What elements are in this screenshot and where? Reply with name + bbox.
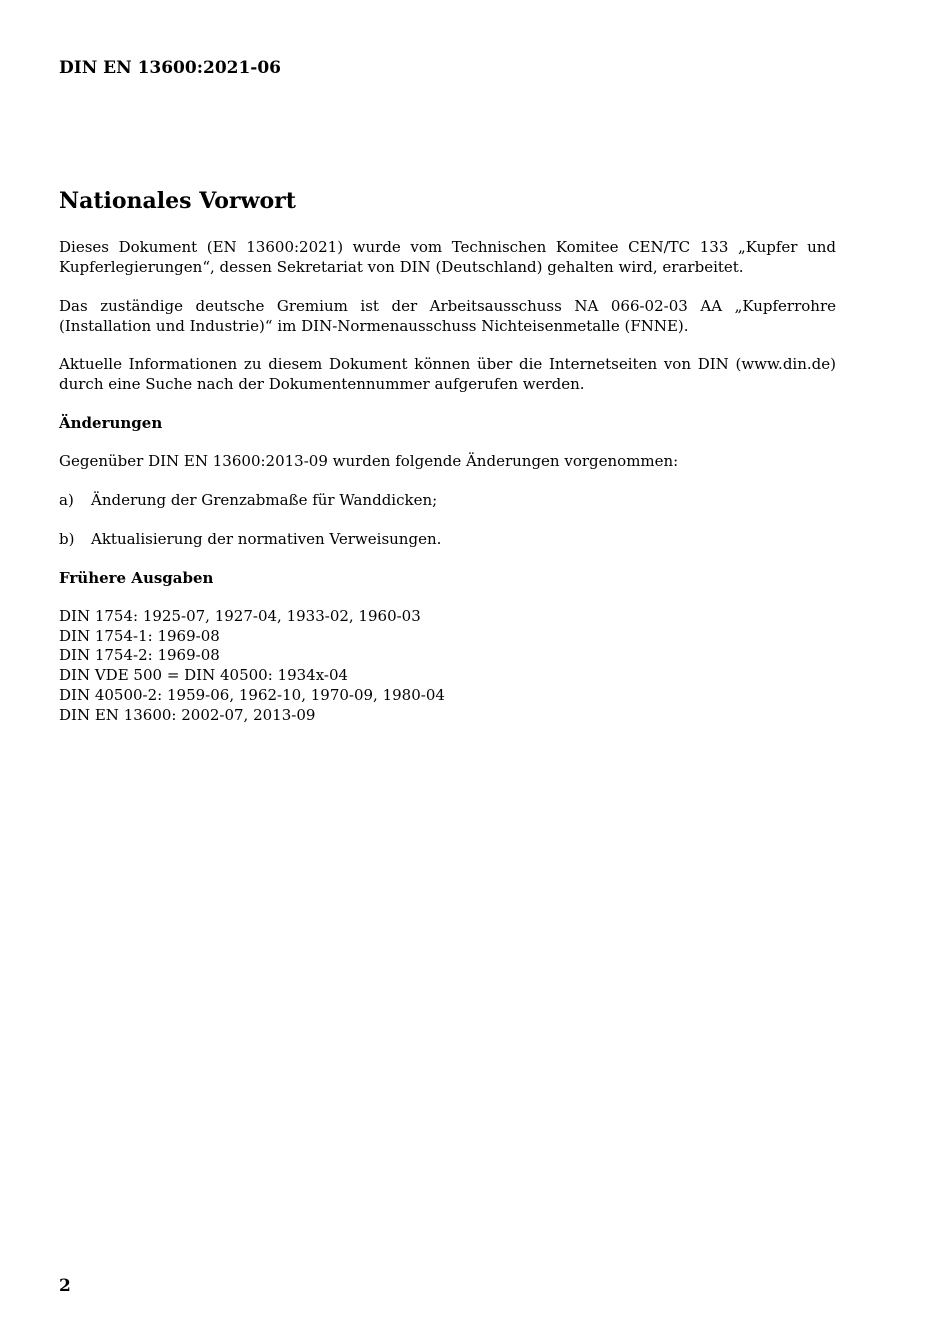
changes-heading: Änderungen bbox=[59, 414, 163, 432]
edition-line: DIN 40500-2: 1959-06, 1962-10, 1970-09, 1980-04 bbox=[59, 685, 445, 704]
edition-line: DIN 1754: 1925-07, 1927-04, 1933-02, 1960-03 bbox=[59, 607, 421, 625]
edition-line: DIN 1754-1: 1969-08 bbox=[59, 626, 220, 645]
foreword-paragraph-2: Das zuständige deutsche Gremium ist der Arbeitsausschuss NA 066-02-03 AA „Kupferrohre (Installation und Industrie)“ im DIN-Normenausschuss Nichteisenmetalle (FNNE). bbox=[59, 297, 836, 335]
changes-intro: Gegenüber DIN EN 13600:2013-09 wurden folgende Änderungen vorgenommen: bbox=[59, 452, 679, 470]
previous-editions-heading: Frühere Ausgaben bbox=[59, 569, 214, 587]
foreword-paragraph-3: Aktuelle Informationen zu diesem Dokument können über die Internetseiten von DIN (www.din.de) durch eine Suche nach der Dokumentennummer aufgerufen werden. bbox=[59, 355, 836, 393]
document-page bbox=[59, 0, 836, 1343]
list-item bbox=[59, 529, 836, 549]
previous-editions-list bbox=[59, 607, 445, 725]
foreword-paragraph-1: Dieses Dokument (EN 13600:2021) wurde vom Technischen Komitee CEN/TC 133 „Kupfer und Kupferlegierungen“, dessen Sekretariat von DIN (Deutschland) gehalten wird, erarbeitet. bbox=[59, 238, 836, 276]
list-marker: b) bbox=[59, 530, 75, 548]
page-number: 2 bbox=[59, 1276, 71, 1296]
list-item-text: Änderung der Grenzabmaße für Wanddicken; bbox=[91, 491, 438, 509]
document-header: DIN EN 13600:2021-06 bbox=[59, 58, 282, 78]
list-item bbox=[59, 490, 836, 510]
list-marker: a) bbox=[59, 491, 74, 509]
edition-line: DIN 1754-2: 1969-08 bbox=[59, 646, 220, 665]
edition-line: DIN VDE 500 = DIN 40500: 1934x-04 bbox=[59, 666, 349, 685]
list-item-text: Aktualisierung der normativen Verweisungen. bbox=[91, 530, 442, 548]
section-title: Nationales Vorwort bbox=[59, 188, 296, 214]
edition-line: DIN EN 13600: 2002-07, 2013-09 bbox=[59, 705, 316, 724]
